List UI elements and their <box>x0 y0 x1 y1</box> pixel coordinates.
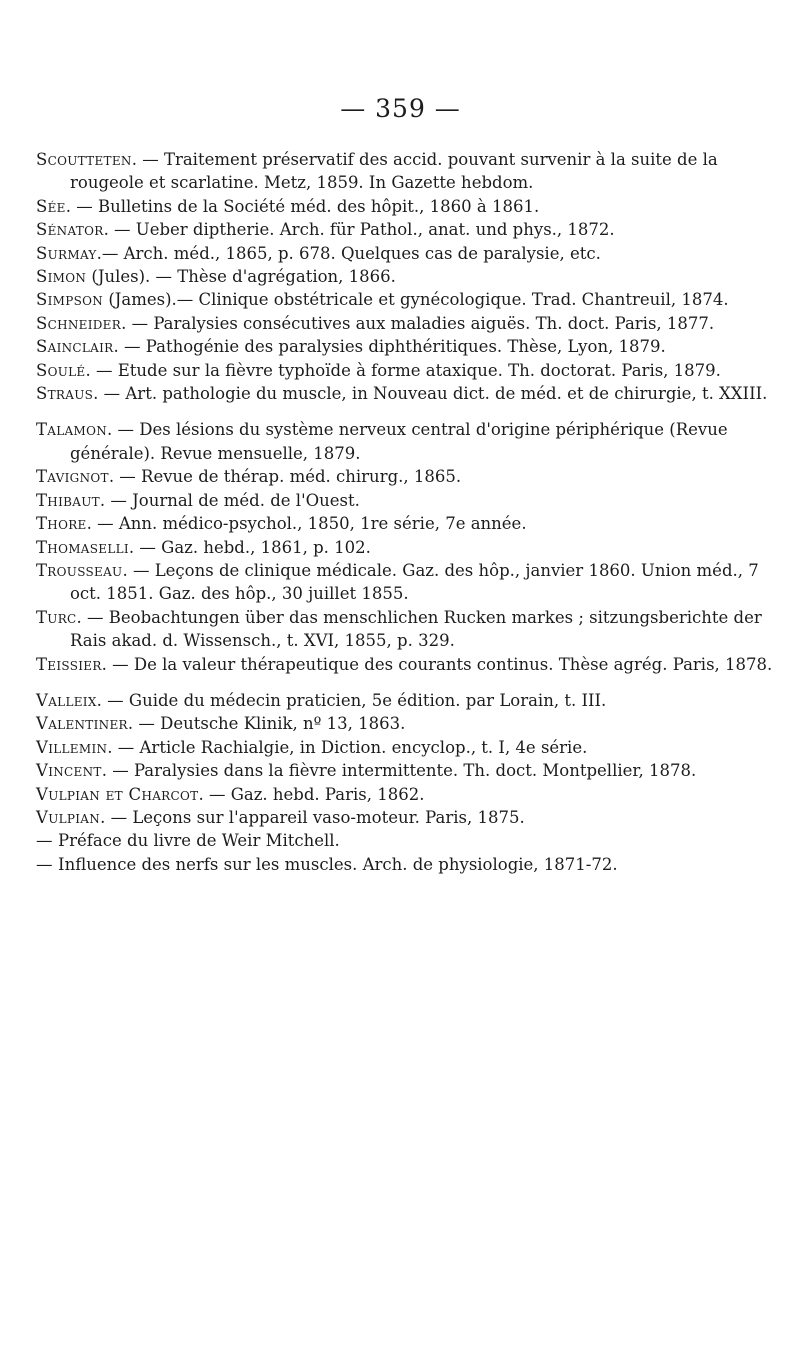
bibliography-entry <box>36 489 776 512</box>
bibliography-entry <box>36 559 776 606</box>
entry-author: Vulpian et Charcot <box>36 784 199 804</box>
bibliography-entry <box>36 382 776 405</box>
entry-citation: (Jules). — Thèse d'agrégation, 1866. <box>86 267 396 287</box>
bibliography-entry <box>36 359 776 382</box>
entry-author: Soulé <box>36 360 86 380</box>
entry-author: Turc <box>36 607 77 627</box>
entry-author: Valleix <box>36 690 97 710</box>
entry-author: — <box>36 854 53 874</box>
entry-author: Valentiner <box>36 714 128 734</box>
entry-author: Thore <box>36 514 87 534</box>
entry-citation: . — Art. pathologie du muscle, in Nouveau dict. de méd. et de chirurgie, t. XXIII. <box>93 384 768 404</box>
bibliography-entry <box>36 853 776 876</box>
bibliography-entry <box>36 606 776 653</box>
entry-citation: . — Deutsche Klinik, nº 13, 1863. <box>127 714 406 734</box>
entry-citation: . — Des lésions du système nerveux central d'origine périphérique (Revue générale). Revue mensuelle, 1879. <box>70 420 728 463</box>
bibliography-entry <box>36 512 776 535</box>
entry-author: Simpson <box>36 290 104 310</box>
bibliography-entry <box>36 148 776 195</box>
entry-citation: . — Beobachtungen über das menschlichen Rucken markes ; sitzungsberichte der Rais akad. d. Wissensch., t. XVI, 1855, p. 329. <box>70 607 762 651</box>
entry-author: Sée <box>36 196 66 216</box>
entry-citation: . — Ann. médico-psychol., 1850, 1re série, 7e année. <box>86 514 527 534</box>
entry-citation: . — Bulletins de la Société méd. des hôpit., 1860 à 1861. <box>65 196 540 216</box>
bibliography-entry <box>36 465 776 488</box>
entry-citation: . — Revue de thérap. méd. chirurg., 1865. <box>108 467 462 487</box>
bibliography-entry <box>36 806 776 829</box>
page-number: — 359 — <box>340 94 461 123</box>
entry-citation: . — Guide du médecin praticien, 5e édition. par Lorain, t. III. <box>96 690 607 710</box>
entry-citation: Préface du livre de Weir Mitchell. <box>52 831 340 851</box>
entry-author: Thomaselli <box>36 537 129 557</box>
entry-author: Thibaut <box>36 490 100 510</box>
bibliography-entry <box>36 536 776 559</box>
entry-author: Vincent <box>36 761 102 781</box>
entry-author: Teissier <box>36 654 102 674</box>
bibliography-entry <box>36 689 776 712</box>
entry-citation: . — De la valeur thérapeutique des courants continus. Thèse agrég. Paris, 1878. <box>101 654 773 674</box>
entry-citation: Influence des nerfs sur les muscles. Arch. de physiologie, 1871-72. <box>52 854 618 874</box>
bibliography-entry <box>36 418 776 465</box>
bibliography-entry <box>36 335 776 358</box>
entry-author: Tavignot <box>36 467 109 487</box>
entry-author: Simon <box>36 267 87 287</box>
entry-author: Sénator <box>36 220 104 240</box>
entry-citation: .— Arch. méd., 1865, p. 678. Quelques cas de paralysie, etc. <box>96 243 601 263</box>
entry-citation: . — Paralysies dans la fièvre intermittente. Th. doct. Montpellier, 1878. <box>101 761 697 781</box>
bibliography-entry <box>36 712 776 735</box>
entry-author: Schneider <box>36 313 122 333</box>
entry-citation: . — Paralysies consécutives aux maladies aiguës. Th. doct. Paris, 1877. <box>121 313 715 333</box>
bibliography-entry <box>36 288 776 311</box>
bibliography-list <box>36 148 776 876</box>
bibliography-entry <box>36 218 776 241</box>
entry-citation: . — Pathogénie des paralysies diphthéritiques. Thèse, Lyon, 1879. <box>113 337 666 357</box>
bibliography-entry <box>36 265 776 288</box>
entry-author: Talamon <box>36 420 108 440</box>
entry-citation: . — Etude sur la fièvre typhoïde à forme ataxique. Th. doctorat. Paris, 1879. <box>85 360 721 380</box>
entry-citation: . — Article Rachialgie, in Diction. encyclop., t. I, 4e série. <box>107 737 588 757</box>
entry-citation: . — Leçons sur l'appareil vaso-moteur. Paris, 1875. <box>100 807 525 827</box>
bibliography-entry <box>36 653 776 676</box>
bibliography-entry <box>36 736 776 759</box>
entry-citation: . — Leçons de clinique médicale. Gaz. des hôp., janvier 1860. Union méd., 7 oct. 1851. Gaz. des hôp., 30 juillet 1855. <box>70 560 759 604</box>
entry-author: Sainclair <box>36 337 114 357</box>
entry-author: Scoutteten <box>36 150 132 169</box>
entry-author: Vulpian <box>36 807 101 827</box>
bibliography-entry <box>36 829 776 852</box>
entry-citation: (James).— Clinique obstétricale et gynécologique. Trad. Chantreuil, 1874. <box>103 290 729 310</box>
entry-author: Trousseau <box>36 560 123 580</box>
entry-citation: . — Traitement préservatif des accid. pouvant survenir à la suite de la rougeole et scarlatine. Metz, 1859. In Gazette hebdom. <box>70 150 718 193</box>
bibliography-entry <box>36 312 776 335</box>
entry-citation: . — Ueber diptherie. Arch. für Pathol., anat. und phys., 1872. <box>103 220 615 240</box>
bibliography-entry <box>36 783 776 806</box>
entry-author: Villemin <box>36 737 108 757</box>
entry-author: — <box>36 831 53 851</box>
entry-citation: . — Journal de méd. de l'Ouest. <box>99 490 360 510</box>
bibliography-entry <box>36 242 776 265</box>
bibliography-entry <box>36 195 776 218</box>
entry-citation: . — Gaz. hebd., 1861, p. 102. <box>128 537 371 557</box>
entry-author: Straus <box>36 384 94 404</box>
entry-author: Surmay <box>36 243 97 263</box>
entry-citation: . — Gaz. hebd. Paris, 1862. <box>198 784 425 804</box>
bibliography-entry <box>36 759 776 782</box>
